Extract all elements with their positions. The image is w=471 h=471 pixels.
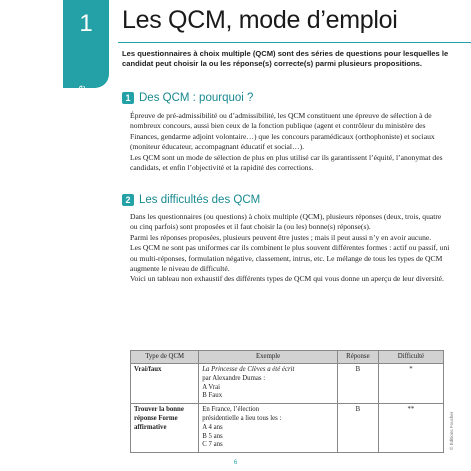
cell-answer: B [337,364,378,404]
cell-difficulty: ** [378,404,443,453]
fiche-label: Fiche [76,85,88,112]
example-line: La Princesse de Clèves a été écrit [202,366,295,373]
section-2-paragraph: Voici un tableau non exhaustif des différents types de QCM qui vous donne un aperçu de leur diversité. [130,274,444,284]
header-answer: Réponse [337,351,378,364]
cell-example [199,404,338,453]
example-line: B 5 ans [202,432,223,440]
section-1-paragraph: Épreuve de pré-admissibilité ou d’admissibilité, les QCM constituent une épreuve de sélection à de nombreux concours, aussi bien ceux de la fonction publique (agent et contrôleur du ministère des Finances, gendarme adjoint volontaire…) que les concours paramédicaux (orthophoniste) et sociaux (moniteur éducateur, accompagnant éducatif et social…). [130,111,435,152]
section-1-title: Des QCM : pourquoi ? [139,92,254,104]
header-difficulty: Difficulté [378,351,443,364]
intro-paragraph: Les questionnaires à choix multiple (QCM) sont des séries de questions pour lesquelles le candidat peut choisir la ou les réponse(s) correcte(s) parmi plusieurs propositions. [122,49,449,69]
cell-answer: B [337,404,378,453]
cell-type: Vrai/faux [131,364,199,404]
section-2-body [130,212,450,285]
fiche-label-wrap [76,80,96,120]
page-number: 6 [233,460,238,466]
qcm-types-table [130,350,444,453]
cell-difficulty: * [378,364,443,404]
table-row [131,404,444,453]
example-line: A 4 ans [202,423,223,431]
example-line: En France, l’élection [202,406,260,414]
table-header-row [131,351,444,364]
section-2-paragraph: Parmi les réponses proposées, plusieurs peuvent être justes ; mais il peut aussi n’y en avoir aucune. [130,232,432,242]
header-type: Type de QCM [131,351,199,364]
example-line: B Faux [202,392,223,400]
section-2-title: Les difficultés des QCM [139,194,261,206]
copyright-credit: © Éditions Foucher [449,411,454,450]
cell-example [199,364,338,404]
section-2-paragraph: Les QCM ne sont pas uniformes car ils combinent le plus souvent différentes formes : actif ou passif, uni ou multi-réponses, formulation négative, classement, intrus, etc. Le mélange de tous les types de QCM augmente le niveau de difficulté. [130,243,450,274]
table-row [131,364,444,404]
section-1-body [130,111,450,173]
fiche-number: 1 [79,10,93,37]
example-line: présidentielle a lieu tous les : [202,414,282,422]
example-line: C 7 ans [202,441,223,449]
section-1-heading [122,92,253,104]
section-1-number: 1 [122,92,134,104]
example-line: par Alexandre Dumas : [202,374,266,382]
page-title: Les QCM, mode d’emploi [122,6,398,34]
cell-type: Trouver la bonne réponse Forme affirmative [131,404,199,453]
section-2-number: 2 [122,194,134,206]
title-rule [118,42,471,43]
section-1-paragraph: Les QCM sont un mode de sélection de plus en plus utilisé car ils garantissent l’équité, l’anonymat des candidats, et enfin l’objectivité et la rapidité des corrections. [130,152,443,173]
section-2-heading [122,194,260,206]
example-line: A Vrai [202,383,221,391]
section-2-paragraph: Dans les questionnaires (ou questions) à choix multiple (QCM), plusieurs réponses (deux, trois, quatre ou cinq parfois) sont proposées et il faut choisir la (ou les) bonne(s) réponse(s). [130,212,442,232]
header-example: Exemple [199,351,338,364]
